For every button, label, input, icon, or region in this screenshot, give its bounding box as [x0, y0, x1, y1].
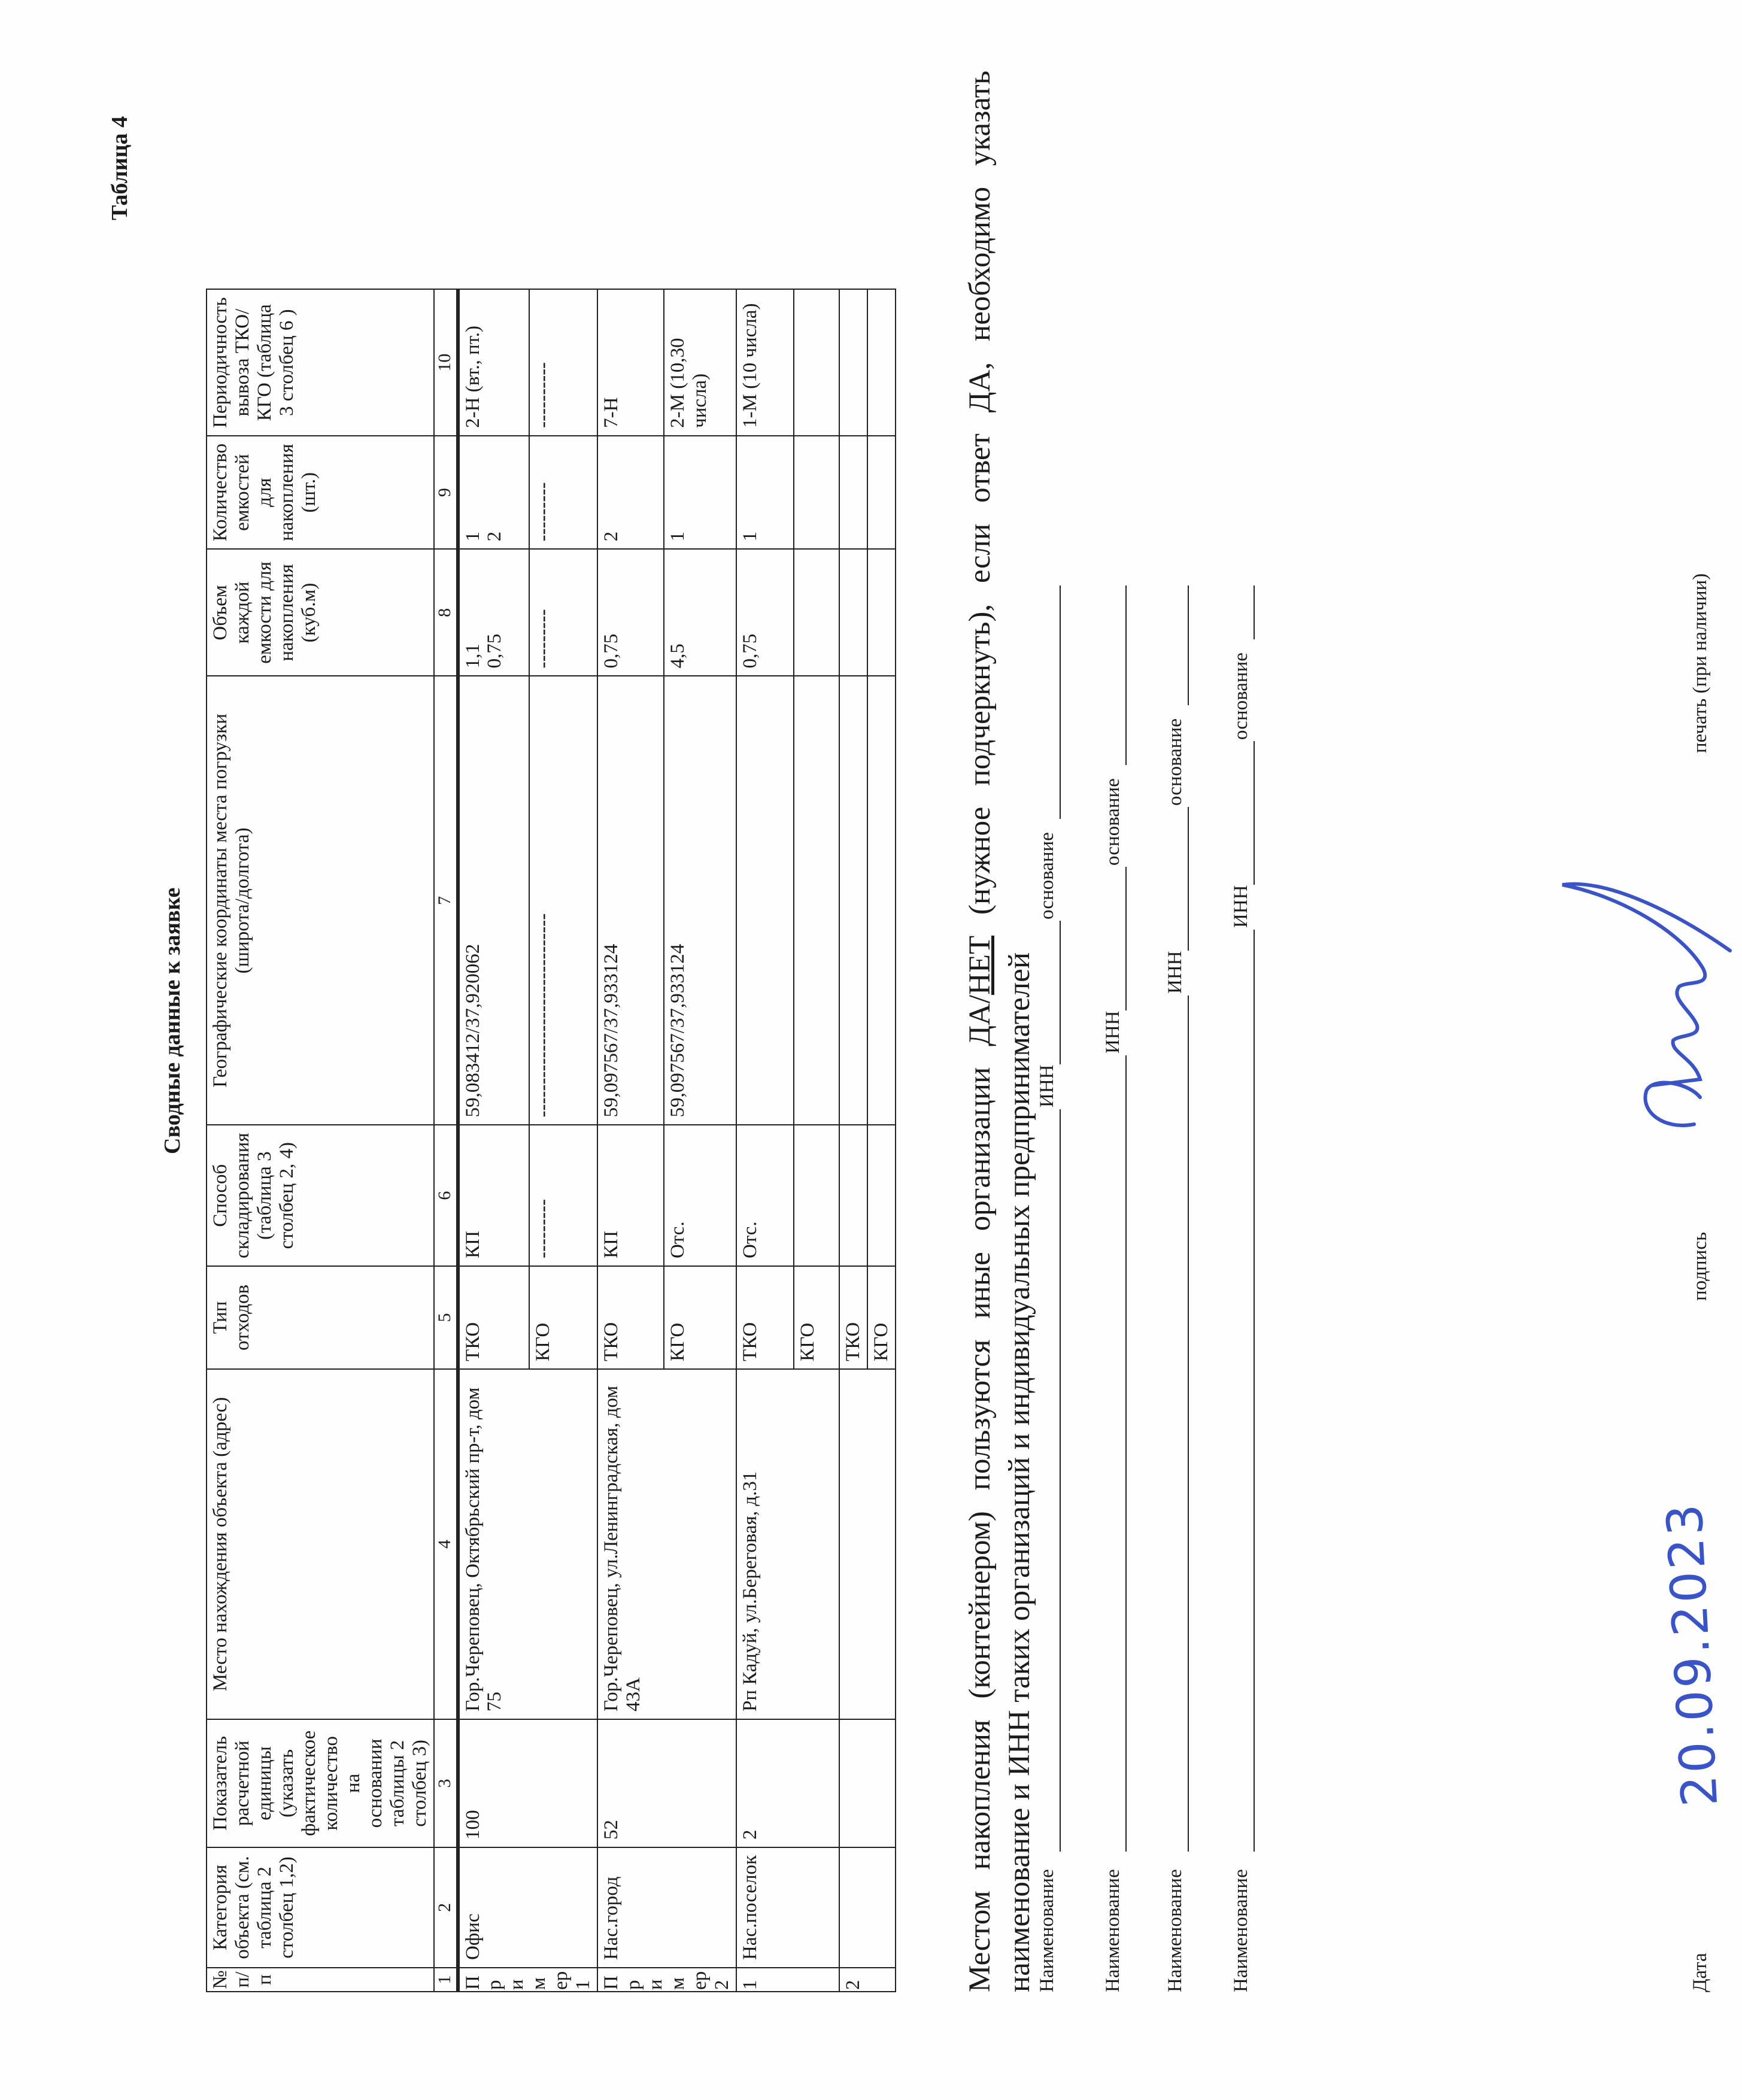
name-input-line[interactable] [1254, 930, 1255, 1852]
cell-period [867, 290, 896, 436]
cell-no: 1 [736, 1968, 839, 1992]
column-number: 6 [434, 1125, 458, 1266]
cell-count [794, 436, 839, 550]
cell-indicator [839, 1719, 896, 1847]
header-cell: Место нахождения объекта (адрес) [207, 1369, 434, 1719]
basis-input-line[interactable] [1188, 585, 1189, 705]
organization-row [1153, 615, 1189, 1992]
cell-count: 1 [736, 436, 794, 550]
inn-input-line[interactable] [1254, 741, 1255, 885]
basis-label: основание [1036, 832, 1058, 919]
basis-label: основание [1164, 718, 1186, 806]
cell-no: Пример 2 [597, 1968, 736, 1992]
table-row [736, 290, 794, 1992]
cell-period [839, 290, 867, 436]
cell-storage: Отс. [664, 1125, 736, 1266]
cell-no: Пример 1 [458, 1968, 598, 1992]
table-row [597, 290, 664, 1992]
cell-volume: 0,75 [736, 549, 794, 676]
cell-volume [839, 549, 867, 676]
table-body [458, 290, 896, 1992]
stamp-label: печать (при наличии) [1689, 573, 1711, 753]
cell-address [839, 1369, 896, 1719]
basis-input-line[interactable] [1125, 585, 1127, 765]
cell-storage: КП [458, 1125, 529, 1266]
column-number: 3 [434, 1719, 458, 1847]
cell-type: КГО [867, 1266, 896, 1369]
handwritten-signature [1550, 861, 1742, 1148]
cell-type: ТКО [736, 1266, 794, 1369]
header-cell: Категория объекта (см. таблица 2 столбец 1,2) [207, 1847, 434, 1968]
name-input-line[interactable] [1125, 1055, 1127, 1852]
cell-type: ТКО [458, 1266, 529, 1369]
cell-coords [794, 676, 839, 1125]
cell-indicator: 2 [736, 1719, 839, 1847]
header-row [207, 290, 434, 1992]
basis-input-line[interactable] [1254, 585, 1255, 639]
cell-category: Нас.город [597, 1847, 736, 1968]
column-number: 2 [434, 1847, 458, 1968]
header-cell: Тип отходов [207, 1266, 434, 1369]
inn-label: ИНН [1102, 1010, 1124, 1054]
date-handwritten: 20.09.2023 [1656, 1500, 1729, 1808]
note-underlined-answer: НЕТ [963, 935, 997, 995]
cell-storage: КП [597, 1125, 664, 1266]
name-label: Наименование [1164, 1869, 1186, 1992]
cell-coords: 59,097567/37,933124 [664, 676, 736, 1125]
cell-volume [794, 549, 839, 676]
cell-period: 7-Н [597, 290, 664, 436]
cell-count [867, 436, 896, 550]
cell-period: 2-Н (вт., пт.) [458, 290, 529, 436]
cell-no: 2 [839, 1968, 896, 1992]
cell-period: ---------- [529, 290, 597, 436]
cell-volume [867, 549, 896, 676]
date-label: Дата [1689, 1953, 1711, 1992]
cell-count: 1 2 [458, 436, 529, 550]
basis-label: основание [1230, 653, 1252, 740]
basis-label: основание [1102, 778, 1124, 866]
inn-input-line[interactable] [1125, 867, 1127, 1010]
name-input-line[interactable] [1188, 996, 1189, 1852]
cell-type: ТКО [597, 1266, 664, 1369]
cell-type: ТКО [839, 1266, 867, 1369]
table-row [839, 290, 867, 1992]
name-input-line[interactable] [1060, 1109, 1061, 1852]
cell-volume: 4,5 [664, 549, 736, 676]
column-number: 7 [434, 676, 458, 1125]
signature-label: подпись [1689, 1231, 1711, 1301]
cell-coords: 59,097567/37,933124 [597, 676, 664, 1125]
column-number: 1 [434, 1968, 458, 1992]
cell-coords [867, 676, 896, 1125]
column-number: 8 [434, 549, 458, 676]
cell-period [794, 290, 839, 436]
cell-storage: --------- [529, 1125, 597, 1266]
inn-input-line[interactable] [1188, 807, 1189, 951]
cell-indicator: 52 [597, 1719, 736, 1847]
cell-type: КГО [794, 1266, 839, 1369]
column-number-row [434, 290, 458, 1992]
header-cell: Периодичность вывоза ТКО/КГО (таблица 3 столбец 6 ) [207, 290, 434, 436]
table-row [458, 290, 529, 1992]
cell-address: Рп Кадуй, ул.Береговая, д.31 [736, 1369, 839, 1719]
note-part-1: Местом накопления (контейнером) пользуются иные организации ДА/ [963, 994, 997, 1992]
cell-coords: 59,083412/37,920062 [458, 676, 529, 1125]
cell-storage [867, 1125, 896, 1266]
header-cell: Способ складирования (таблица 3 столбец 2, 4) [207, 1125, 434, 1266]
cell-coords [736, 676, 794, 1125]
cell-count: 2 [597, 436, 664, 550]
header-cell: Географические координаты места погрузки (широта/долгота) [207, 676, 434, 1125]
cell-coords: ------------------------------- [529, 676, 597, 1125]
cell-indicator: 100 [458, 1719, 598, 1847]
cell-volume: 0,75 [597, 549, 664, 676]
organization-row [1219, 615, 1255, 1992]
name-label: Наименование [1230, 1869, 1252, 1992]
cell-count: 1 [664, 436, 736, 550]
header-cell: Количество емкостей для накопления (шт.) [207, 436, 434, 550]
column-number: 5 [434, 1266, 458, 1369]
cell-category: Нас.поселок [736, 1847, 839, 1968]
inn-label: ИНН [1230, 885, 1252, 928]
cell-type: КГО [529, 1266, 597, 1369]
cell-period: 2-М (10,30 числа) [664, 290, 736, 436]
inn-label: ИНН [1164, 951, 1186, 994]
inn-input-line[interactable] [1060, 921, 1061, 1064]
column-number: 9 [434, 436, 458, 550]
header-cell: Объем каждой емкости для накопления (куб.м) [207, 549, 434, 676]
cell-coords [839, 676, 867, 1125]
basis-input-line[interactable] [1060, 585, 1061, 819]
cell-period: 1-М (10 числа) [736, 290, 794, 436]
cell-type: КГО [664, 1266, 736, 1369]
note-part-2: (нужное подчеркнуть), если ответ ДА, необходимо указать наименование и ИНН таких организаций и индивидуальных предпринимателей [963, 71, 1037, 1992]
organization-row [1025, 615, 1061, 1992]
column-number: 10 [434, 290, 458, 436]
cell-count: --------- [529, 436, 597, 550]
cell-category [839, 1847, 896, 1968]
table-number: Таблица 4 [107, 116, 132, 220]
table-caption: Сводные данные к заявке [160, 887, 185, 1154]
name-label: Наименование [1102, 1869, 1124, 1992]
organization-row [1091, 615, 1127, 1992]
inn-label: ИНН [1036, 1064, 1058, 1107]
header-cell: Показатель расчетной единицы (указать фактическое количество на основании таблицы 2 столбец 3) [207, 1719, 434, 1847]
name-label: Наименование [1036, 1869, 1058, 1992]
cell-volume: 1,1 0,75 [458, 549, 529, 676]
cell-address: Гор.Череповец, ул.Ленинградская, дом 43А [597, 1369, 736, 1719]
cell-storage [794, 1125, 839, 1266]
cell-address: Гор.Череповец, Октябрьский пр-т, дом 75 [458, 1369, 598, 1719]
summary-table [206, 289, 896, 1993]
cell-volume: --------- [529, 549, 597, 676]
cell-storage [839, 1125, 867, 1266]
column-number: 4 [434, 1369, 458, 1719]
cell-count [839, 436, 867, 550]
cell-storage: Отс. [736, 1125, 794, 1266]
header-cell: № п/п [207, 1968, 434, 1992]
cell-category: Офис [458, 1847, 598, 1968]
